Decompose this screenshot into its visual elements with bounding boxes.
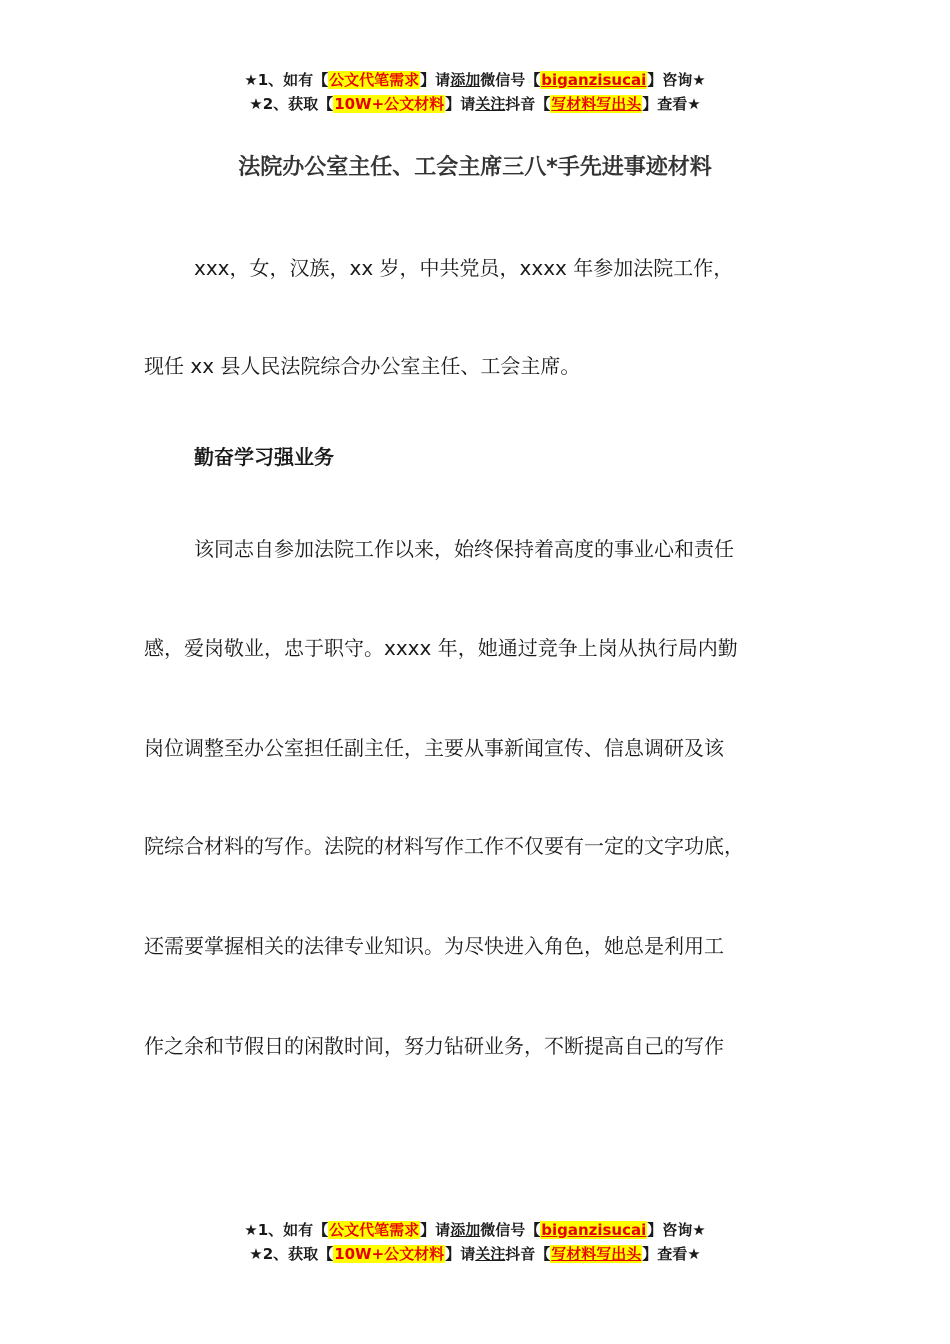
document-title: 法院办公室主任、工会主席三八*手先进事迹材料 — [238, 155, 712, 180]
banner-text: 】请 — [420, 1221, 451, 1239]
header-banner — [0, 68, 950, 116]
banner-highlight: 公文代笔需求 — [329, 71, 420, 89]
wechat-id-highlight: biganzisucai — [541, 71, 647, 89]
body-line-5: 岗位调整至办公室担任副主任，主要从事新闻宣传、信息调研及该 — [144, 736, 724, 760]
body-line-2: 现任 xx 县人民法院综合办公室主任、工会主席。 — [144, 354, 581, 378]
banner-text: 】请 — [445, 1245, 476, 1263]
banner-text: ★1、如有【 — [244, 1221, 329, 1239]
footer-banner-line-1 — [0, 1218, 950, 1242]
banner-underline: 关注 — [475, 95, 506, 113]
douyin-highlight: 写材料写出头 — [551, 95, 642, 113]
banner-text: ★2、获取【 — [249, 95, 334, 113]
body-line-8: 作之余和节假日的闲散时间，努力钻研业务，不断提高自己的写作 — [144, 1034, 724, 1058]
banner-underline: 添加 — [450, 71, 481, 89]
wechat-id-highlight: biganzisucai — [541, 1221, 647, 1239]
footer-banner-line-2 — [0, 1242, 950, 1266]
body-line-4: 感，爱岗敬业，忠于职守。xxxx 年，她通过竞争上岗从执行局内勤 — [144, 636, 738, 660]
banner-underline: 添加 — [450, 1221, 481, 1239]
banner-text: 抖音【 — [505, 1245, 551, 1263]
body-line-3: 该同志自参加法院工作以来，始终保持着高度的事业心和责任 — [194, 537, 734, 561]
banner-text: ★1、如有【 — [244, 71, 329, 89]
banner-text: 】咨询★ — [647, 1221, 706, 1239]
body-line-6: 院综合材料的写作。法院的材料写作工作不仅要有一定的文字功底， — [144, 834, 744, 858]
header-banner-line-1 — [0, 68, 950, 92]
banner-text: 微信号【 — [480, 71, 541, 89]
footer-banner — [0, 1218, 950, 1266]
douyin-highlight: 写材料写出头 — [551, 1245, 642, 1263]
banner-highlight: 10W+公文材料 — [334, 95, 445, 113]
banner-text: 】查看★ — [642, 1245, 701, 1263]
banner-text: 】咨询★ — [647, 71, 706, 89]
banner-text: 】请 — [445, 95, 476, 113]
header-banner-line-2 — [0, 92, 950, 116]
banner-text: 】请 — [420, 71, 451, 89]
section-heading: 勤奋学习强业务 — [194, 445, 334, 469]
banner-text: 微信号【 — [480, 1221, 541, 1239]
banner-highlight: 10W+公文材料 — [334, 1245, 445, 1263]
banner-text: 抖音【 — [505, 95, 551, 113]
banner-underline: 关注 — [475, 1245, 506, 1263]
body-line-1: xxx，女，汉族，xx 岁，中共党员，xxxx 年参加法院工作， — [194, 256, 734, 280]
banner-text: 】查看★ — [642, 95, 701, 113]
banner-text: ★2、获取【 — [249, 1245, 334, 1263]
banner-highlight: 公文代笔需求 — [329, 1221, 420, 1239]
body-line-7: 还需要掌握相关的法律专业知识。为尽快进入角色，她总是利用工 — [144, 934, 724, 958]
